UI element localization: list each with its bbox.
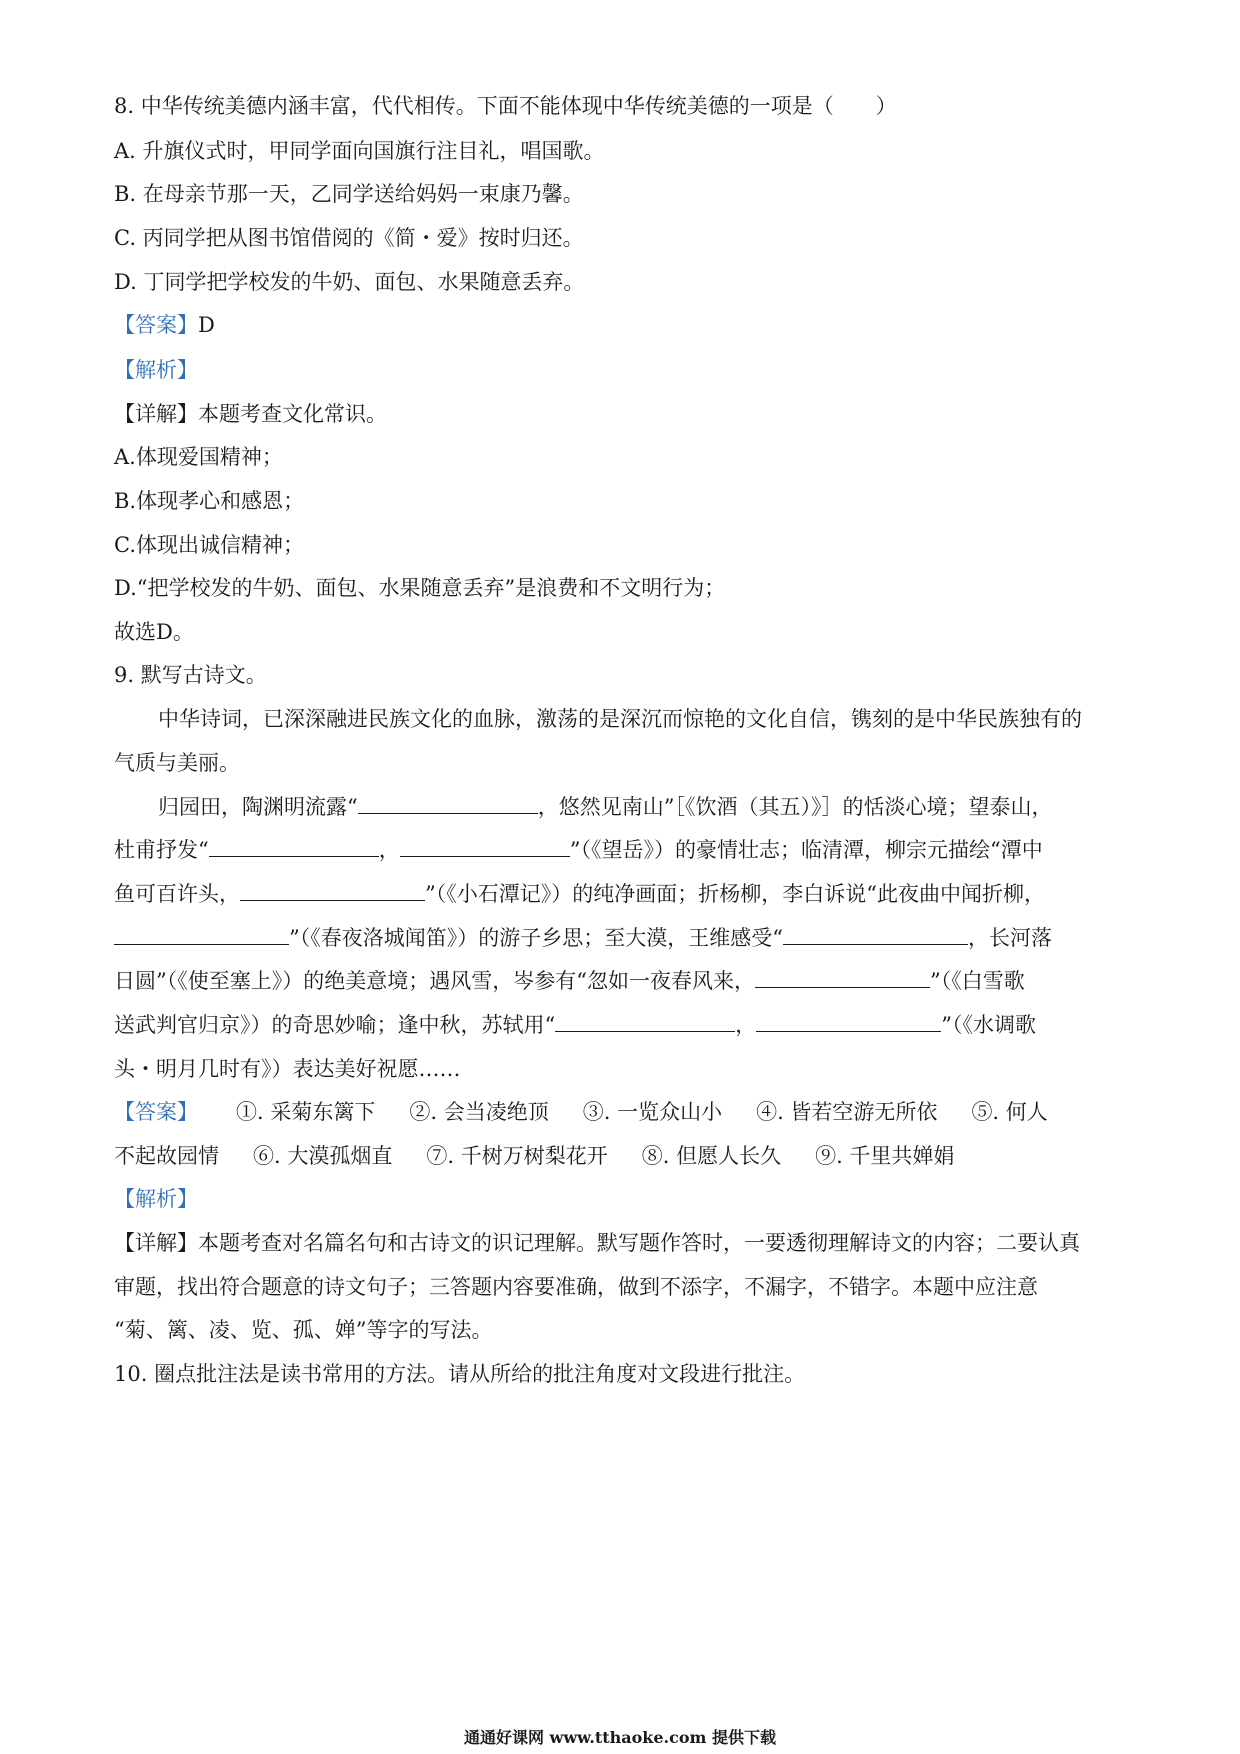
fill-blank-3[interactable] bbox=[400, 836, 570, 857]
fill-blank-8[interactable] bbox=[555, 1011, 735, 1032]
q8-detail-text: 本题考查文化常识。 bbox=[198, 402, 387, 426]
answer-tag: 【答案】 bbox=[114, 313, 198, 337]
q8-explain-c: C.体现出诚信精神； bbox=[114, 533, 304, 557]
passage-text: 归园田，陶渊明流露“ bbox=[158, 795, 358, 819]
passage-text: ”（《水调歌 bbox=[941, 1013, 1036, 1037]
detail-tag: 【详解】 bbox=[114, 1231, 198, 1255]
passage-text: ， bbox=[378, 838, 400, 862]
passage-text: 日圆”（《使至塞上》）的绝美意境；遇风雪，岑参有“忽如一夜春风来， bbox=[114, 969, 755, 993]
fill-blank-2[interactable] bbox=[209, 836, 379, 857]
fill-blank-4[interactable] bbox=[240, 880, 425, 901]
page-footer: 通通好课网 www.tthaoke.com 提供下载 bbox=[463, 1728, 777, 1747]
q9-stem: 9. 默写古诗文。 bbox=[114, 663, 267, 687]
q9-intro-line-2: 气质与美丽。 bbox=[114, 751, 240, 775]
answer-item-1: ①. 采菊东篱下 bbox=[236, 1100, 376, 1124]
q9-passage-line-4 bbox=[114, 924, 1052, 952]
q8-explain-a: A.体现爱国精神； bbox=[114, 445, 283, 469]
q8-explain-b: B.体现孝心和感恩； bbox=[114, 489, 305, 513]
q9-answer-line-1 bbox=[114, 1098, 1048, 1126]
fill-blank-6[interactable] bbox=[783, 924, 968, 945]
passage-text: ”（《小石潭记》）的纯净画面；折杨柳，李白诉说“此夜曲中闻折柳， bbox=[425, 882, 1045, 906]
passage-text: ，长河落 bbox=[967, 926, 1052, 950]
answer-item-5: ⑤. 何人 bbox=[971, 1100, 1048, 1124]
answer-item-7: ⑦. 千树万树梨花开 bbox=[426, 1144, 608, 1168]
q8-option-b: B. 在母亲节那一天，乙同学送给妈妈一束康乃馨。 bbox=[114, 182, 584, 206]
q9-intro-line-1: 中华诗词，已深深融进民族文化的血脉，激荡的是深沉而惊艳的文化自信，镌刻的是中华民族独有的 bbox=[158, 707, 1082, 731]
passage-text: ”（《春夜洛城闻笛》）的游子乡思；至大漠，王维感受“ bbox=[289, 926, 783, 950]
q8-analysis-tag: 【解析】 bbox=[114, 358, 198, 382]
answer-item-6: ⑥. 大漠孤烟直 bbox=[253, 1144, 393, 1168]
fill-blank-9[interactable] bbox=[756, 1011, 941, 1032]
q8-option-c: C. 丙同学把从图书馆借阅的《简・爱》按时归还。 bbox=[114, 226, 584, 250]
q9-analysis-tag: 【解析】 bbox=[114, 1187, 198, 1211]
q8-option-a: A. 升旗仪式时，甲同学面向国旗行注目礼，唱国歌。 bbox=[114, 139, 605, 163]
q8-option-d: D. 丁同学把学校发的牛奶、面包、水果随意丢弃。 bbox=[114, 270, 585, 294]
fill-blank-5[interactable] bbox=[114, 924, 289, 945]
answer-item-8: ⑧. 但愿人长久 bbox=[641, 1144, 782, 1168]
passage-text: ”（《望岳》）的豪情壮志；临清潭，柳宗元描绘“潭中 bbox=[569, 838, 1043, 862]
passage-text: 杜甫抒发“ bbox=[114, 838, 209, 862]
q9-detail-line-3: “菊、篱、凌、览、孤、婵”等字的写法。 bbox=[114, 1318, 493, 1342]
detail-text: 本题考查对名篇名句和古诗文的识记理解。默写题作答时，一要透彻理解诗文的内容；二要认真 bbox=[198, 1231, 1080, 1255]
q8-answer: D bbox=[198, 313, 215, 337]
passage-text: 鱼可百许头， bbox=[114, 882, 240, 906]
passage-text: ，悠然见南山”［《饮酒（其五）》］的恬淡心境；望泰山， bbox=[537, 795, 1053, 819]
answer-item-3: ③. 一览众山小 bbox=[582, 1100, 723, 1124]
q9-passage-line-6 bbox=[114, 1011, 1036, 1039]
fill-blank-7[interactable] bbox=[755, 967, 930, 988]
answer-item-4: ④. 皆若空游无所依 bbox=[756, 1100, 938, 1124]
answer-tag: 【答案】 bbox=[114, 1100, 198, 1124]
answer-item-9: ⑨. 千里共婵娟 bbox=[815, 1144, 955, 1168]
passage-text: 送武判官归京》）的奇思妙喻；逢中秋，苏轼用“ bbox=[114, 1013, 556, 1037]
q9-detail-line-1 bbox=[114, 1229, 1080, 1257]
q9-passage-line-5 bbox=[114, 967, 1025, 995]
q8-explain-d: D.“把学校发的牛奶、面包、水果随意丢弃”是浪费和不文明行为； bbox=[114, 576, 726, 600]
passage-text: ， bbox=[735, 1013, 757, 1037]
q9-passage-line-2 bbox=[114, 836, 1043, 864]
q8-conclusion: 故选D。 bbox=[114, 620, 194, 644]
q10-stem: 10. 圈点批注法是读书常用的方法。请从所给的批注角度对文段进行批注。 bbox=[114, 1362, 806, 1386]
q8-answer-line bbox=[114, 311, 215, 339]
q9-detail-line-2: 审题，找出符合题意的诗文句子；三答题内容要准确，做到不添字，不漏字，不错字。本题中应注意 bbox=[114, 1275, 1038, 1299]
fill-blank-1[interactable] bbox=[358, 793, 538, 814]
answer-item-5-continued: 不起故园情 bbox=[114, 1144, 219, 1168]
detail-tag: 【详解】 bbox=[114, 402, 198, 426]
q9-passage-line-3 bbox=[114, 880, 1045, 908]
q8-stem: 8. 中华传统美德内涵丰富，代代相传。下面不能体现中华传统美德的一项是（ ） bbox=[114, 94, 897, 118]
passage-text: ”（《白雪歌 bbox=[929, 969, 1025, 993]
q9-passage-line-1 bbox=[158, 793, 1052, 821]
answer-item-2: ②. 会当凌绝顶 bbox=[409, 1100, 549, 1124]
q9-answer-line-2 bbox=[114, 1142, 954, 1170]
q9-passage-line-7: 头・明月几时有》）表达美好祝愿…… bbox=[114, 1057, 461, 1081]
q8-detail-line bbox=[114, 400, 387, 428]
